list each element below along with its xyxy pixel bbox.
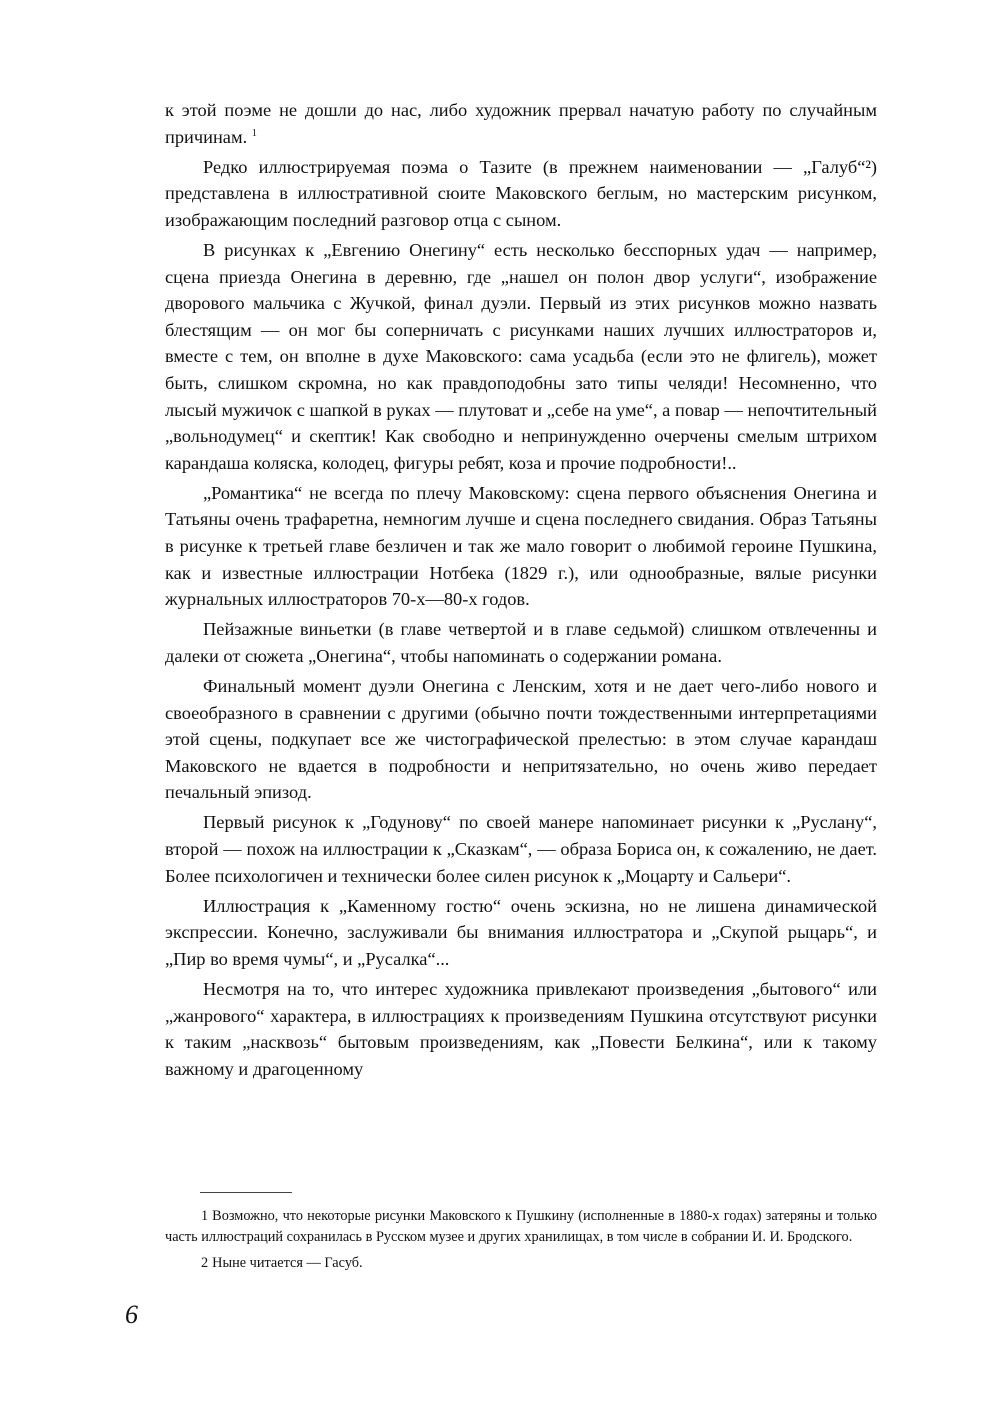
footnote-reference-1: 1 bbox=[251, 127, 257, 139]
main-text bbox=[165, 97, 877, 1082]
footnote-divider bbox=[200, 1192, 292, 1193]
page-number: 6 bbox=[125, 1300, 138, 1329]
paragraph-6: Финальный момент дуэли Онегина с Ленским, хотя и не дает чего-либо нового и своеобразного в сравнении с другими (обычно почти тождественными интерпретациями этой сцены, подкупает все же чистографической прелестью: в этом случае карандаш Маковского не вдается в подробности и непритязательно, но очень живо передает печальный эпизод. bbox=[165, 675, 877, 803]
footnotes bbox=[165, 1206, 877, 1274]
paragraph-9: Несмотря на то, что интерес художника привлекают произведения „бытового“ или „жанрового“ характера, в иллюстрациях к произведениям Пушкина отсутствуют рисунки к таким „насквозь“ бытовым произведениям, как „Повести Белкина“, или к такому важному и драгоценному bbox=[165, 979, 877, 1079]
paragraph-4: „Романтика“ не всегда по плечу Маковскому: сцена первого объяснения Онегина и Татьяны очень трафаретна, немногим лучше и сцена последнего свидания. Образ Татьяны в рисунке к третьей главе безличен и так же мало говорит о любимой героине Пушкина, как и известные иллюстрации Нотбека (1829 г.), или однообразные, вялые рисунки журнальных иллюстраторов 70-х—80-х годов. bbox=[165, 482, 877, 610]
footnote-marker: 2 bbox=[201, 1254, 209, 1271]
footnote-2 bbox=[165, 1253, 877, 1274]
paragraph-8: Иллюстрация к „Каменному гостю“ очень эскизна, но не лишена динамической экспрессии. Конечно, заслуживали бы внимания иллюстратора и „Скупой рыцарь“, и „Пир во время чумы“, и „Русалка“... bbox=[165, 895, 877, 969]
footnote-text: Ныне читается — Гасуб. bbox=[212, 1254, 363, 1271]
footnote-1 bbox=[165, 1206, 877, 1249]
footnote-text: Возможно, что некоторые рисунки Маковского к Пушкину (исполненные в 1880-х годах) затеряны и только часть иллюстраций сохранилась в Русском музее и других хранилищах, в том числе в собрании И. И. Бродского. bbox=[165, 1208, 877, 1246]
paragraph-5: Пейзажные виньетки (в главе четвертой и в главе седьмой) слишком отвлеченны и далеки от сюжета „Онегина“, чтобы напоминать о содержании романа. bbox=[165, 619, 877, 666]
paragraph-2: Редко иллюстрируемая поэма о Тазите (в прежнем наименовании — „Галуб“²) представлена в иллюстративной сюите Маковского беглым, но мастерским рисунком, изображающим последний разговор отца с сыном. bbox=[165, 156, 877, 230]
paragraph-1 bbox=[165, 97, 877, 150]
paragraph-3: В рисунках к „Евгению Онегину“ есть несколько бесспорных удач — например, сцена приезда Онегина в деревню, где „нашел он полон двор услуги“, изображение дворового мальчика с Жучкой, финал дуэли. Первый из этих рисунков можно назвать блестящим — он мог бы соперничать с рисунками наших лучших иллюстраторов и, вместе с тем, он вполне в духе Маковского: сама усадьба (если это не флигель), может быть, слишком скромна, но как правдоподобны зато типы челяди! Несомненно, что лысый мужичок с шапкой в руках — плутоват и „себе на уме“, а повар — непочтительный „вольнодумец“ и скептик! Как свободно и непринужденно очерчены смелым штрихом карандаша коляска, колодец, фигуры ребят, коза и прочие подробности!.. bbox=[165, 239, 877, 473]
paragraph-7: Первый рисунок к „Годунову“ по своей манере напоминает рисунки к „Руслану“, второй — похож на иллюстрации к „Сказкам“, — образа Бориса он, к сожалению, не дает. Более психологичен и технически более силен рисунок к „Моцарту и Сальери“. bbox=[165, 812, 877, 886]
footnote-marker: 1 bbox=[201, 1208, 209, 1224]
paragraph-text: к этой поэме не дошли до нас, либо художник прервал начатую работу по случайным причинам. bbox=[165, 100, 877, 147]
